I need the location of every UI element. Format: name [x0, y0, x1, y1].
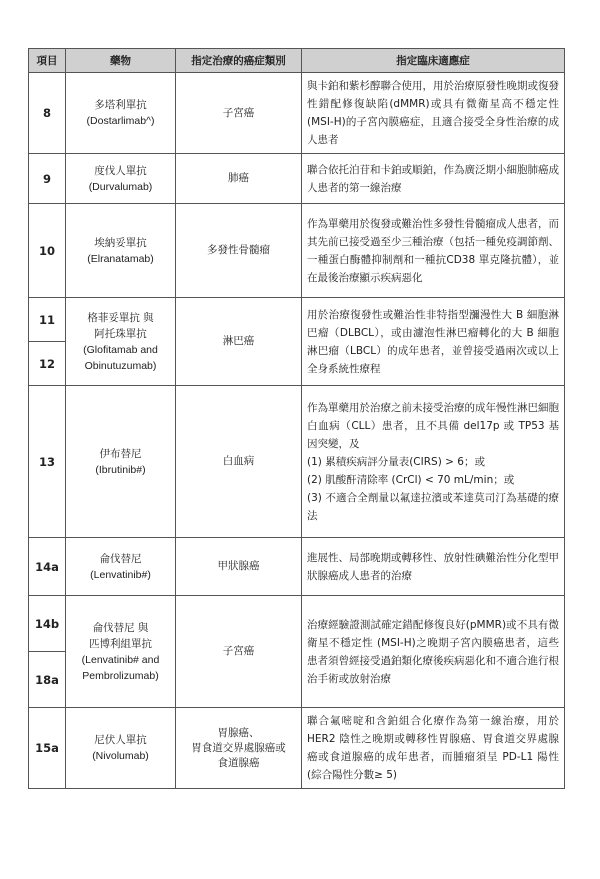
drug-name-cn: 格菲妥單抗 與: [87, 311, 154, 324]
item-number: 13: [29, 386, 66, 538]
drug-name-cn: 多塔利單抗: [94, 99, 147, 111]
drug-name-cn-2: 阿托珠單抗: [94, 327, 147, 340]
drug-name-cn: 侖伐替尼: [99, 552, 142, 565]
drug-name: [66, 298, 176, 386]
indication: 治療經驗證測試確定錯配修復良好(pMMR)或不具有微衛星不穩定性 (MSI-H)之晚期子宮內膜癌患者，這些患者須曾經接受過鉑類化療後疾病惡化和不適合進行根治手術或放射治療: [302, 596, 565, 708]
table-row: [29, 204, 565, 298]
table-row: [29, 298, 565, 342]
drug-name: [66, 73, 176, 154]
drug-name-en: (Nivolumab): [92, 750, 149, 762]
drug-name: [66, 538, 176, 596]
indication: 用於治療復發性或難治性非特指型瀰漫性大 B 細胞淋巴瘤（DLBCL），或由濾泡性淋巴瘤轉化的大 B 細胞淋巴瘤（LBCL）的成年患者，並曾接受過兩次或以上全身系統性療程: [302, 298, 565, 386]
indication: 與卡鉑和紫杉醇聯合使用，用於治療原發性晚期或復發性錯配修復缺陷(dMMR)或具有微衛星高不穩定性(MSI-H)的子宮內膜癌症，且適合接受全身性治療的成人患者: [302, 73, 565, 154]
drug-name-cn-2: 匹博利組單抗: [89, 637, 152, 650]
cancer-type: [176, 708, 302, 789]
drug-name-en-2: Pembrolizumab): [82, 669, 159, 682]
table-row: [29, 73, 565, 154]
drug-name-en: (Elranatamab): [87, 252, 154, 265]
drug-name-en: (Dostarlimab^): [86, 115, 155, 127]
table-row: [29, 386, 565, 538]
cancer-type: 肺癌: [176, 154, 302, 204]
indication: 進展性、局部晚期或轉移性、放射性碘難治性分化型甲狀腺癌成人患者的治療: [302, 538, 565, 596]
drug-name-en: (Lenvatinib# and: [81, 653, 160, 666]
drug-name-en: (Ibrutinib#): [95, 463, 146, 476]
drug-name-cn: 度伐人單抗: [94, 164, 147, 177]
indication: [302, 386, 565, 538]
item-number: 9: [29, 154, 66, 204]
cancer-type-line-2: 胃食道交界處腺癌或: [191, 741, 286, 754]
item-number: 14b: [29, 596, 66, 652]
drug-name: [66, 708, 176, 789]
drug-name: [66, 596, 176, 708]
header-cancer-type: 指定治療的癌症類別: [176, 49, 302, 73]
table-row: [29, 538, 565, 596]
drug-name-en: (Lenvatinib#): [90, 568, 151, 581]
item-number: 10: [29, 204, 66, 298]
cancer-type: 甲狀腺癌: [176, 538, 302, 596]
indication-criterion-1: (1) 累積疾病評分量表(CIRS) > 6；或: [307, 455, 485, 468]
cancer-type-line-3: 食道腺癌: [217, 756, 260, 769]
table-header-row: [29, 49, 565, 73]
drug-name-cn: 伊布替尼: [99, 447, 142, 460]
header-indication: 指定臨床適應症: [302, 49, 565, 73]
drug-name: [66, 386, 176, 538]
drug-name-en-2: Obinutuzumab): [84, 359, 157, 372]
drug-name: [66, 154, 176, 204]
table-row: [29, 708, 565, 789]
item-number: 12: [29, 342, 66, 386]
drug-name-cn: 侖伐替尼 與: [92, 621, 149, 634]
drug-name-cn: 尼伏人單抗: [94, 734, 147, 746]
cancer-type: 多發性骨髓瘤: [176, 204, 302, 298]
drug-name-en: (Durvalumab): [88, 180, 153, 193]
indication-criterion-2: (2) 肌酸酐清除率 (CrCl) < 70 mL/min；或: [307, 473, 515, 486]
drug-name-cn: 埃納妥單抗: [94, 236, 147, 249]
table-row: [29, 596, 565, 652]
drug-indication-table: [28, 48, 565, 789]
drug-name-en: (Glofitamab and: [83, 343, 158, 356]
table-row: [29, 154, 565, 204]
item-number: 8: [29, 73, 66, 154]
indication-criterion-3: (3) 不適合全劑量以氟達拉濱或苯達莫司汀為基礎的療法: [307, 491, 559, 522]
indication: 聯合氟嘧啶和含鉑組合化療作為第一線治療，用於 HER2 陰性之晚期或轉移性胃腺癌、胃食道交界處腺癌或食道腺癌的成年患者，而腫瘤須呈 PD-L1 陽性 (綜合陽性分數≥ 5): [302, 708, 565, 789]
cancer-type: 淋巴癌: [176, 298, 302, 386]
drug-name: [66, 204, 176, 298]
header-drug: 藥物: [66, 49, 176, 73]
cancer-type-line-1: 胃腺癌、: [217, 726, 260, 739]
item-number: 15a: [29, 708, 66, 789]
cancer-type: 子宮癌: [176, 596, 302, 708]
cancer-type: 子宮癌: [176, 73, 302, 154]
item-number: 14a: [29, 538, 66, 596]
item-number: 11: [29, 298, 66, 342]
item-number: 18a: [29, 652, 66, 708]
header-item: 項目: [29, 49, 66, 73]
indication: 聯合依托泊苷和卡鉑或順鉑，作為廣泛期小細胞肺癌成人患者的第一線治療: [302, 154, 565, 204]
indication: 作為單藥用於復發或難治性多發性骨髓瘤成人患者，而其先前已接受過至少三種治療（包括一種免疫調節劑、一種蛋白酶體抑制劑和一種抗CD38 單克隆抗體），並在最後治療顯示疾病惡化: [302, 204, 565, 298]
cancer-type: 白血病: [176, 386, 302, 538]
indication-intro: 作為單藥用於治療之前未接受治療的成年慢性淋巴細胞白血病（CLL）患者，且不具備 del17p 或 TP53 基因突變，及: [307, 401, 559, 450]
